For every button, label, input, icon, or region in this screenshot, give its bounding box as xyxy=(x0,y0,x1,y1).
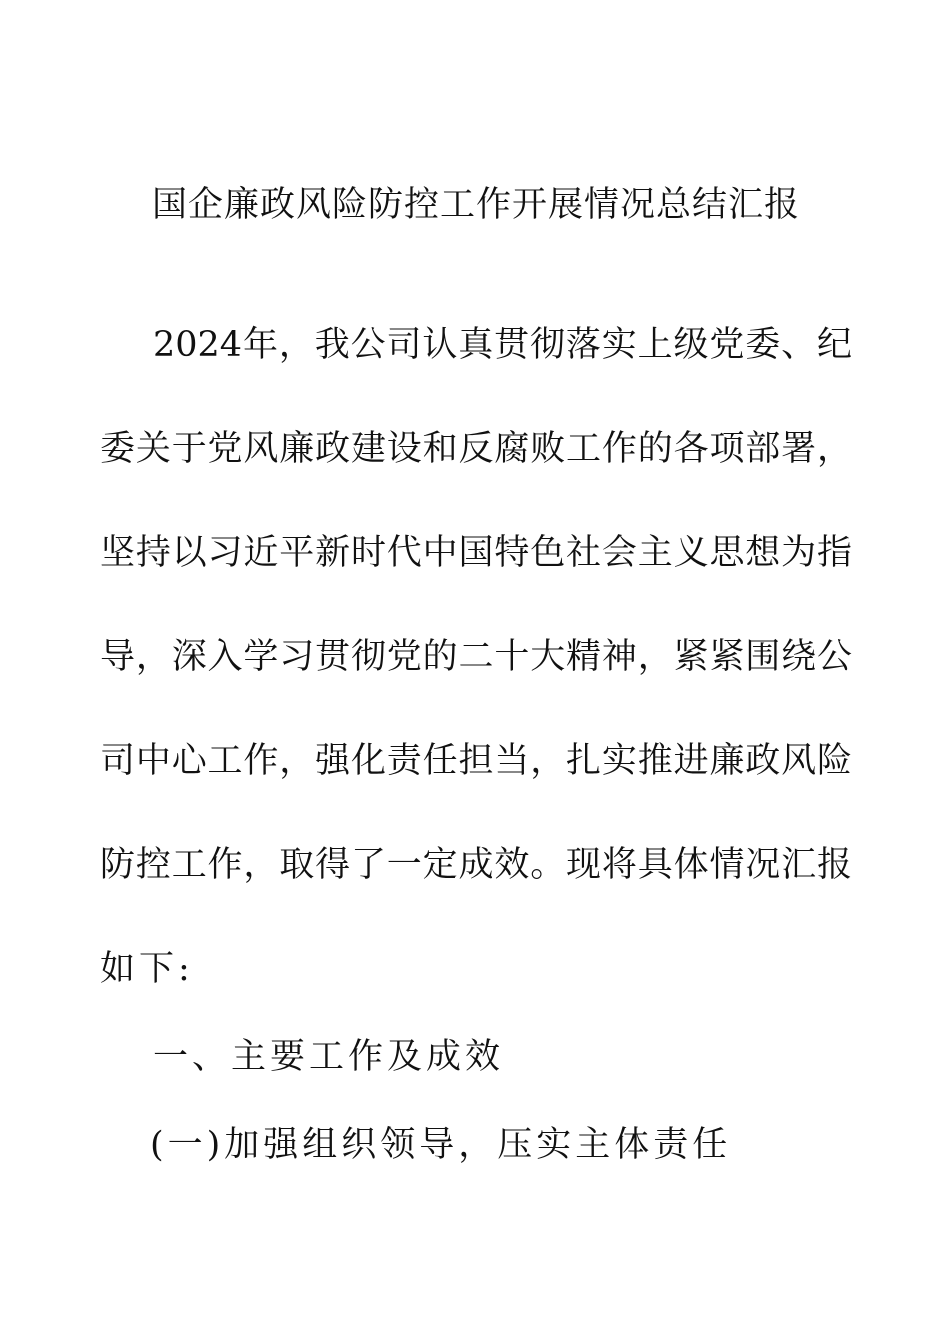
section-heading: 一、主要工作及成效 xyxy=(153,1037,505,1077)
paragraph-line-4: 导，深入学习贯彻党的二十大精神，紧紧围绕公 xyxy=(100,637,852,677)
paragraph-line-3: 坚持以习近平新时代中国特色社会主义思想为指 xyxy=(100,533,852,573)
paragraph-line-2: 委关于党风廉政建设和反腐败工作的各项部署， xyxy=(100,429,852,469)
paragraph-line-1: 2024年，我公司认真贯彻落实上级党委、纪 xyxy=(153,325,852,365)
paragraph-line-7: 如下: xyxy=(100,949,194,989)
paragraph-line-6: 防控工作，取得了一定成效。现将具体情况汇报 xyxy=(100,845,852,885)
paragraph-line-5: 司中心工作，强化责任担当，扎实推进廉政风险 xyxy=(100,741,852,781)
subsection-heading: (一)加强组织领导，压实主体责任 xyxy=(150,1125,732,1165)
document-title: 国企廉政风险防控工作开展情况总结汇报 xyxy=(151,185,800,225)
